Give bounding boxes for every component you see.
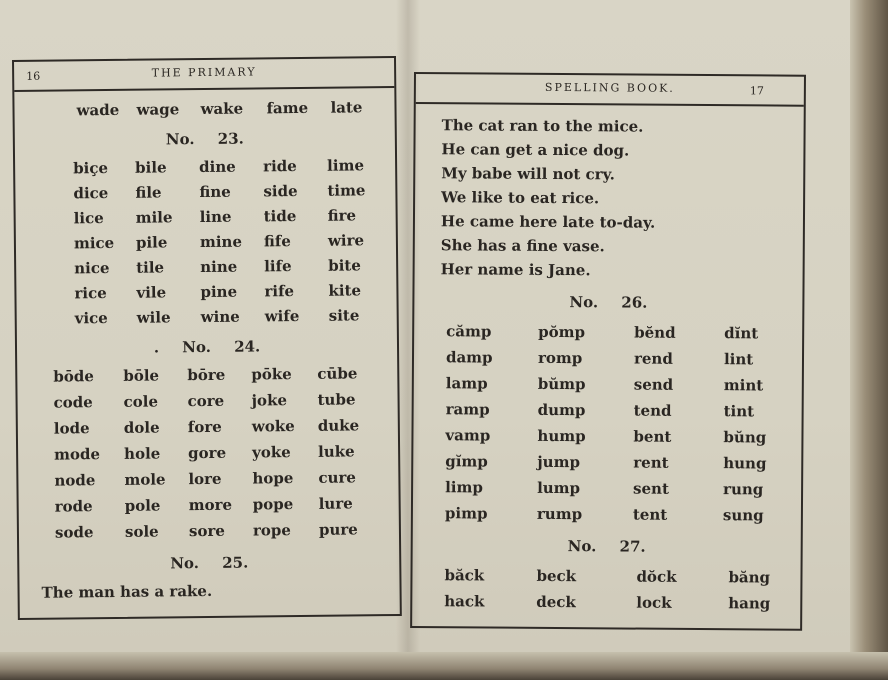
word: pile [135, 233, 168, 252]
word: dice [73, 183, 109, 203]
word: fore [187, 417, 222, 437]
word: site [328, 306, 360, 325]
word: bōle [123, 366, 160, 385]
word: ride [263, 157, 297, 176]
word: gore [188, 443, 227, 463]
left-running-head [14, 58, 394, 92]
word: life [264, 257, 292, 276]
word-row [414, 322, 802, 347]
lesson-heading-27: No. 27. [567, 537, 646, 556]
sentence: Her name is Jane. [440, 260, 591, 280]
word: tint [723, 402, 755, 421]
word: kite [328, 281, 362, 300]
word-row [413, 478, 801, 503]
word-row [18, 442, 398, 468]
word: pōke [251, 365, 292, 384]
word: duke [317, 416, 360, 435]
word: hung [723, 454, 767, 473]
sentence: My babe will not cry. [441, 164, 615, 184]
word: vamp [445, 426, 491, 445]
word-row [16, 281, 396, 307]
word: wile [136, 308, 171, 327]
word: rope [252, 521, 291, 540]
word: wake [200, 99, 244, 119]
word: rend [633, 349, 673, 368]
sentence: The man has a rake. [41, 581, 213, 602]
word: mole [124, 470, 166, 489]
word-row [414, 374, 802, 399]
word: time [327, 181, 366, 200]
word: romp [537, 348, 583, 368]
word: hole [124, 444, 161, 463]
lesson-heading-25: No. 25. [170, 553, 249, 573]
word: lamp [445, 374, 488, 393]
running-head-title-right: SPELLING BOOK. [544, 80, 675, 95]
word: bent [633, 427, 672, 446]
page-edges-right [850, 0, 888, 680]
lesson-heading-24: . No. 24. [153, 337, 261, 357]
word: sent [633, 479, 669, 498]
word-row [16, 231, 396, 257]
sentence: He came here late to-day. [440, 212, 656, 232]
word: line [199, 207, 232, 227]
word: sore [188, 521, 225, 541]
word: beck [536, 566, 577, 586]
word: lice [73, 209, 104, 228]
word: gĭmp [445, 452, 488, 471]
right-running-head [416, 74, 804, 107]
word: mile [135, 208, 173, 227]
word: pŏmp [538, 322, 586, 342]
word: hack [444, 592, 485, 611]
word-row [414, 348, 802, 373]
word: joke [251, 391, 288, 410]
right-page [410, 72, 806, 631]
word-row [412, 592, 800, 617]
word: tile [136, 258, 165, 277]
word: fine [199, 182, 231, 202]
word: fame [266, 98, 309, 118]
word-row [19, 494, 399, 520]
word: pure [318, 520, 358, 539]
word: wage [136, 100, 180, 119]
word: cole [123, 392, 159, 411]
word: dĭnt [724, 324, 759, 343]
word: lime [327, 156, 365, 175]
word: tent [632, 505, 668, 524]
word: băng [728, 568, 771, 587]
word: core [187, 391, 225, 411]
word: rung [723, 480, 764, 499]
word-row [18, 416, 398, 442]
lesson-heading-23: No. 23. [165, 129, 244, 149]
word: ramp [445, 400, 490, 419]
word: mode [54, 445, 101, 464]
word: mint [723, 376, 764, 395]
word: rump [536, 504, 583, 524]
sentence: She has a fine vase. [440, 236, 605, 256]
word-row [414, 400, 802, 425]
word-row [15, 181, 395, 207]
word-row [16, 206, 396, 232]
word: hang [728, 594, 771, 613]
word-row [18, 468, 398, 494]
word: node [54, 471, 96, 490]
word-row [16, 256, 396, 282]
word: lode [53, 419, 90, 438]
word: rent [633, 453, 669, 472]
word: hope [252, 469, 294, 488]
word: code [53, 393, 93, 412]
word: cămp [446, 322, 492, 341]
running-head-title-left: THE PRIMARY [151, 65, 257, 80]
word-row-top [14, 98, 394, 124]
word: pope [252, 495, 294, 514]
word: fife [263, 232, 291, 251]
word: mice [73, 233, 115, 253]
lesson-heading-26: No. 26. [569, 293, 648, 312]
word: tide [263, 207, 297, 226]
sentence: He can get a nice dog. [441, 140, 630, 160]
word: more [188, 495, 233, 515]
word: dŏck [636, 567, 677, 586]
word: sung [722, 506, 764, 525]
word: rife [264, 282, 295, 301]
word: bŭmp [537, 374, 586, 394]
word: luke [318, 442, 355, 461]
word-row [413, 452, 801, 477]
word: cūbe [317, 364, 358, 383]
word-row [17, 390, 397, 416]
word: jump [537, 452, 581, 472]
word: sode [54, 523, 94, 542]
word: lure [318, 494, 353, 513]
word: nine [200, 257, 238, 277]
sentence: We like to eat rice. [441, 188, 600, 208]
word-row [412, 566, 800, 591]
book-cover-bottom [0, 652, 888, 680]
word: vile [136, 283, 167, 302]
word: fire [327, 206, 357, 225]
word: yoke [252, 443, 291, 462]
word: dump [537, 400, 586, 420]
left-page [12, 56, 402, 620]
word-row [17, 364, 397, 390]
word: hump [537, 426, 586, 446]
word: damp [445, 348, 493, 367]
word: rode [54, 497, 93, 516]
word: bĕnd [634, 323, 676, 342]
word: wife [264, 307, 300, 326]
word: cure [318, 468, 356, 487]
word: deck [536, 592, 576, 612]
page-number-right: 17 [749, 84, 764, 98]
sentence: The cat ran to the mice. [441, 116, 644, 136]
word: bōde [53, 367, 94, 386]
word: biçe [73, 159, 109, 178]
word: bite [328, 256, 361, 275]
word: file [135, 183, 162, 202]
word: sole [124, 522, 159, 541]
word: bŭng [723, 428, 767, 447]
word: bōre [187, 365, 226, 385]
word: pimp [444, 504, 488, 523]
word: rice [74, 284, 107, 303]
word: late [330, 98, 363, 117]
word: vice [74, 309, 108, 328]
page-number-left: 16 [26, 69, 41, 83]
word: woke [251, 417, 295, 436]
word: lock [636, 593, 672, 612]
word: mine [199, 232, 243, 252]
word: tube [317, 390, 356, 409]
word: wine [200, 307, 240, 327]
word: băck [444, 566, 485, 585]
word: pole [124, 496, 161, 515]
word-row [19, 520, 399, 546]
word: send [633, 375, 674, 394]
word: pine [200, 282, 238, 302]
word-row [413, 426, 801, 451]
word: nice [74, 258, 110, 278]
word: tend [633, 401, 672, 420]
word: dole [123, 418, 160, 437]
word: wade [76, 100, 120, 120]
word: side [263, 182, 298, 201]
word-row [17, 306, 397, 332]
word: bile [135, 158, 167, 177]
word-row [413, 504, 801, 529]
word: wire [327, 231, 365, 250]
word: lore [188, 469, 222, 489]
word: lump [537, 478, 581, 498]
word: lint [723, 350, 754, 369]
word: limp [445, 478, 483, 497]
word: dine [199, 157, 236, 177]
word-row [15, 156, 395, 182]
